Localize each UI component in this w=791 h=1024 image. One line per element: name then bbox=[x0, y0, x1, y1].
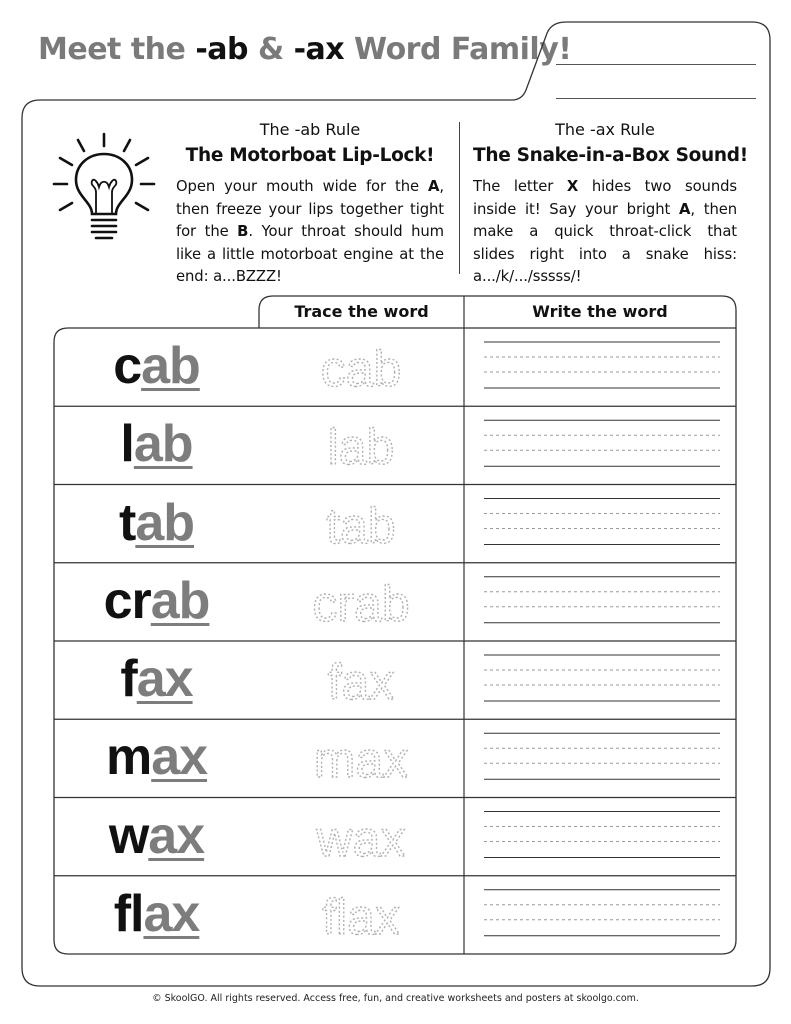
write-lines-lab[interactable] bbox=[484, 420, 720, 466]
word-fax bbox=[54, 649, 259, 709]
rule-text: hides two sounds inside it! Say your bright bbox=[473, 178, 737, 218]
write-column-header: Write the word bbox=[532, 302, 668, 321]
ab-rule-label: The -ab Rule bbox=[259, 120, 361, 139]
word-onset: w bbox=[108, 806, 149, 865]
word-max bbox=[54, 727, 259, 787]
date-line[interactable] bbox=[556, 98, 756, 99]
ax-rule bbox=[473, 120, 748, 289]
word-rime: ax bbox=[143, 884, 200, 943]
word-onset: t bbox=[118, 493, 136, 552]
write-lines-fax[interactable] bbox=[484, 655, 720, 701]
trace-text: lab bbox=[327, 419, 395, 476]
ab-rule bbox=[176, 120, 444, 289]
trace-text: fax bbox=[327, 654, 395, 710]
worksheet-title bbox=[38, 32, 571, 67]
bold-letter: B bbox=[237, 223, 249, 240]
write-lines-cab[interactable] bbox=[484, 342, 720, 388]
word-onset: cr bbox=[103, 571, 151, 630]
rule-text: The letter bbox=[473, 178, 567, 195]
trace-word-crab[interactable] bbox=[259, 563, 464, 641]
write-lines-max[interactable] bbox=[484, 733, 720, 779]
word-onset: c bbox=[113, 337, 142, 395]
trace-text: crab bbox=[312, 575, 410, 632]
word-tab bbox=[54, 493, 259, 553]
write-lines-tab[interactable] bbox=[484, 499, 720, 545]
trace-text: tab bbox=[326, 497, 396, 554]
trace-word-cab[interactable] bbox=[259, 328, 464, 406]
ax-rule-label: The -ax Rule bbox=[555, 120, 655, 139]
rule-text: Open your mouth wide for the bbox=[176, 178, 429, 195]
trace-word-max[interactable] bbox=[259, 719, 464, 797]
trace-column-header: Trace the word bbox=[294, 302, 429, 321]
trace-text: wax bbox=[316, 810, 406, 867]
footer-copyright: © SkoolGO. All rights reserved. Access free, fun, and creative worksheets and posters at skoolgo.com. bbox=[152, 993, 639, 1004]
word-wax bbox=[54, 806, 259, 866]
word-cab bbox=[54, 336, 259, 396]
trace-text: flax bbox=[322, 888, 400, 945]
trace-word-fax[interactable] bbox=[259, 641, 464, 719]
trace-text: cab bbox=[320, 341, 402, 397]
ab-rule-heading: The Motorboat Lip-Lock! bbox=[185, 145, 435, 166]
word-rime: ax bbox=[151, 728, 208, 787]
word-rime: ab bbox=[141, 337, 200, 395]
word-rime: ab bbox=[135, 493, 194, 552]
write-lines-crab[interactable] bbox=[484, 577, 720, 623]
name-line[interactable] bbox=[556, 64, 756, 65]
write-lines-wax[interactable] bbox=[484, 812, 720, 858]
rule-text: , then freeze your lips together tight for the bbox=[176, 178, 444, 240]
word-rime: ax bbox=[148, 806, 205, 865]
trace-word-tab[interactable] bbox=[259, 485, 464, 563]
bold-letter: X bbox=[566, 178, 579, 195]
word-flax bbox=[54, 884, 259, 944]
word-rime: ab bbox=[150, 571, 210, 630]
trace-word-lab[interactable] bbox=[259, 406, 464, 484]
rule-text: , then make a quick throat-click that slides right into a snake hiss: a.../k/.../sssss/! bbox=[473, 200, 738, 285]
word-lab bbox=[54, 414, 259, 474]
trace-text: max bbox=[313, 732, 409, 789]
word-rime: ax bbox=[136, 650, 193, 708]
word-onset: f bbox=[120, 650, 137, 708]
bold-letter: A bbox=[679, 200, 691, 218]
title-ab: -ab bbox=[195, 32, 248, 67]
write-lines-flax[interactable] bbox=[484, 890, 720, 936]
trace-word-wax[interactable] bbox=[259, 798, 464, 876]
ax-rule-heading: The Snake-in-a-Box Sound! bbox=[473, 145, 748, 166]
title-ax: -ax bbox=[293, 32, 345, 67]
word-onset: fl bbox=[113, 884, 144, 943]
title-text: Meet the bbox=[38, 32, 196, 67]
title-text: Word Family! bbox=[344, 32, 572, 67]
title-text: & bbox=[248, 32, 294, 67]
ab-rule-body bbox=[176, 176, 444, 289]
word-onset: l bbox=[120, 415, 134, 474]
lightbulb-icon bbox=[52, 130, 156, 248]
word-onset: m bbox=[105, 728, 152, 787]
rule-text: . Your throat should hum like a little motorboat engine at the end: a...BZZZ! bbox=[176, 223, 444, 285]
ax-rule-body bbox=[473, 176, 737, 289]
rule-divider bbox=[459, 122, 460, 274]
word-rime: ab bbox=[133, 415, 193, 474]
word-crab bbox=[54, 571, 259, 631]
trace-word-flax[interactable] bbox=[259, 876, 464, 954]
bold-letter: A bbox=[428, 178, 440, 195]
